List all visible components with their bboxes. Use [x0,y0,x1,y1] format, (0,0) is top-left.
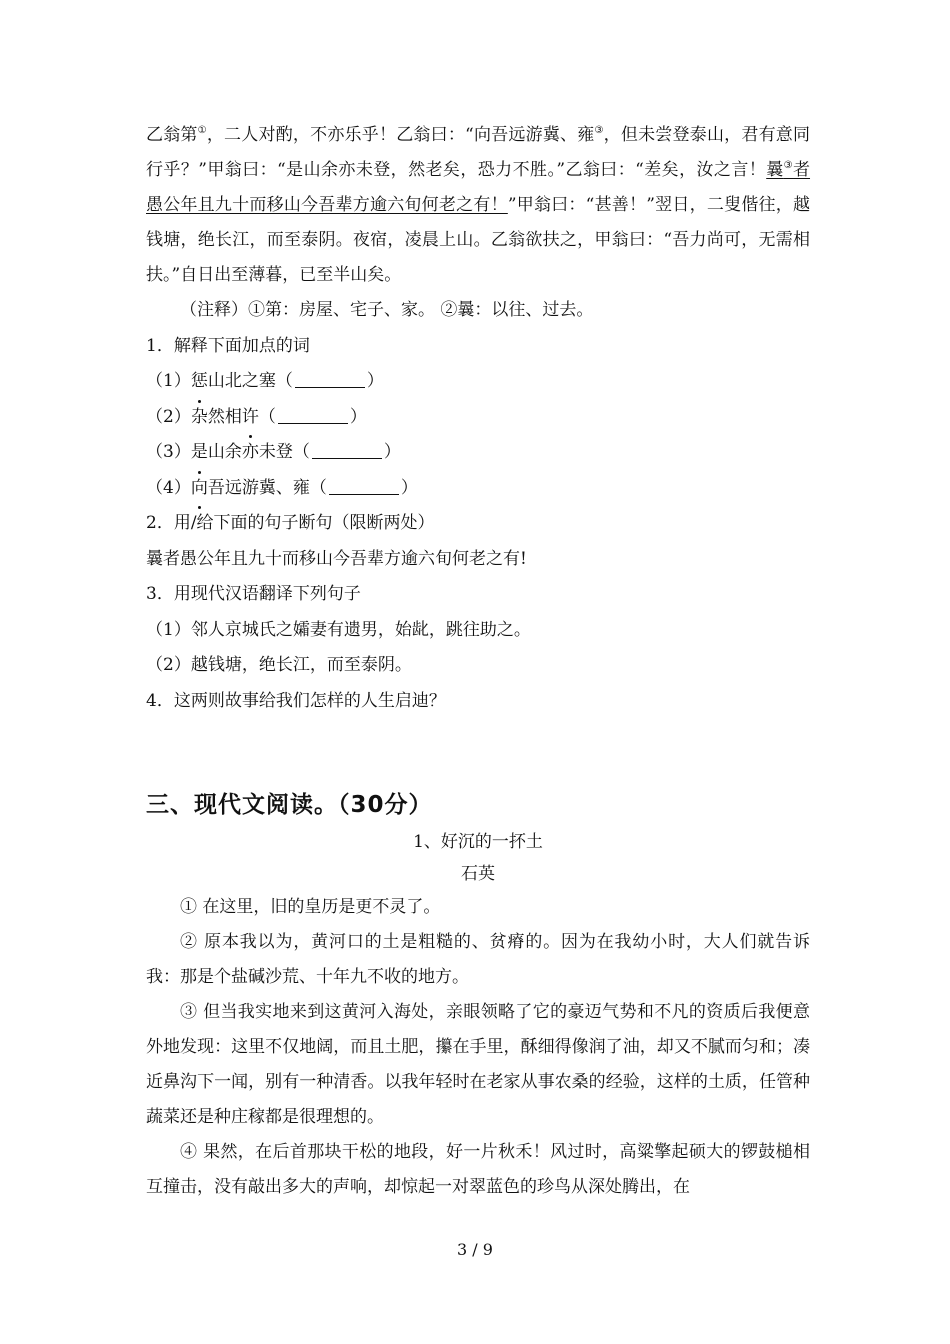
passage-text: ”甲翁曰：“甚善！”翌日，二叟偕往，越钱塘，绝长江，而至泰阴。夜宿，凌晨上山。乙翁欲扶之，甲翁曰：“吾力尚可，无需相扶。”自日出至薄暮，已至半山矣。 [146,195,811,285]
modern-article [146,826,810,1205]
question-1-item-4: （4）向吾远游冀、雍（ ） [146,471,810,507]
dotted-char: 惩 [191,364,208,400]
underlined-sentence: 曩③者愚公年且九十而移山今吾辈方逾六旬何老之有！ [146,160,811,215]
answer-blank[interactable] [312,444,382,459]
classical-passage [146,118,810,293]
page-number: 3 / 9 [457,1240,493,1259]
passage-text: ，二人对酌，不亦乐乎！乙翁曰：“向吾远游冀、雍 [206,125,595,145]
passage-text: ，但未尝登泰山，君有意同行乎？”甲翁曰：“是山余亦未登，然老矣，恐力不胜。”乙翁曰：“差矣，汝之言！ [146,125,811,180]
answer-blank[interactable] [329,480,399,495]
question-2-sentence: 曩者愚公年且九十而移山今吾辈方逾六旬何老之有! [146,548,527,569]
annotation-note: （注释）①第：房屋、宅子、家。 ②曩：以往、过去。 [180,300,594,320]
question-1-item-2: （2）杂然相许（ ） [146,400,810,436]
answer-blank[interactable] [295,373,365,388]
article-paragraph: ③ 但当我实地来到这黄河入海处，亲眼领略了它的豪迈气势和不凡的资质后我便意外地发现：这里不仅地阔，而且土肥，攥在手里，酥细得像润了油，却又不腻而匀和；凑近鼻沟下一闻，别有一种清香。以我年轻时在老家从事农桑的经验，这样的土质，任管种蔬菜还是种庄稼都是很理想的。 [146,1002,810,1127]
passage-text: 乙翁第 [146,125,198,145]
footnote-marker: ① [197,125,207,136]
question-2: 2．用/给下面的句子断句（限断两处） [146,513,435,533]
article-paragraph: ① 在这里，旧的皇历是更不灵了。 [180,897,441,917]
dotted-char: 向 [191,471,208,507]
question-3: 3．用现代汉语翻译下列句子 [146,584,361,604]
footnote-marker: ③ [783,160,794,171]
question-1: 1．解释下面加点的词 [146,335,310,356]
dotted-char: 是 [191,435,208,471]
article-title: 1、好沉的一抔土 [413,832,543,852]
article-author: 石英 [461,864,495,884]
answer-blank[interactable] [278,409,348,424]
classical-passage-section [146,118,810,719]
footnote-marker: ③ [594,125,604,136]
article-paragraph: ④ 果然，在后首那块干松的地段，好一片秋禾！风过时，高粱擎起硕大的锣鼓槌相互撞击，没有敲出多大的声响，却惊起一对翠蓝色的珍鸟从深处腾出，在 [146,1142,810,1197]
question-1-item-3: （3）是山余亦未登（ ） [146,435,810,471]
article-paragraph: ② 原本我以为，黄河口的土是粗糙的、贫瘠的。因为在我幼小时，大人们就告诉我：那是个盐碱沙荒、十年九不收的地方。 [146,932,810,987]
question-3-item-1: （1）邻人京城氏之孀妻有遗男，始龀，跳往助之。 [146,619,531,640]
dotted-char: 许 [242,400,259,436]
question-1-item-1: （1）惩山北之塞（ ） [146,364,810,400]
question-3-item-2: （2）越钱塘，绝长江，而至泰阴。 [146,655,412,675]
section-title: 三、现代文阅读。（30分） [146,792,433,818]
question-4: 4．这两则故事给我们怎样的人生启迪？ [146,690,446,711]
